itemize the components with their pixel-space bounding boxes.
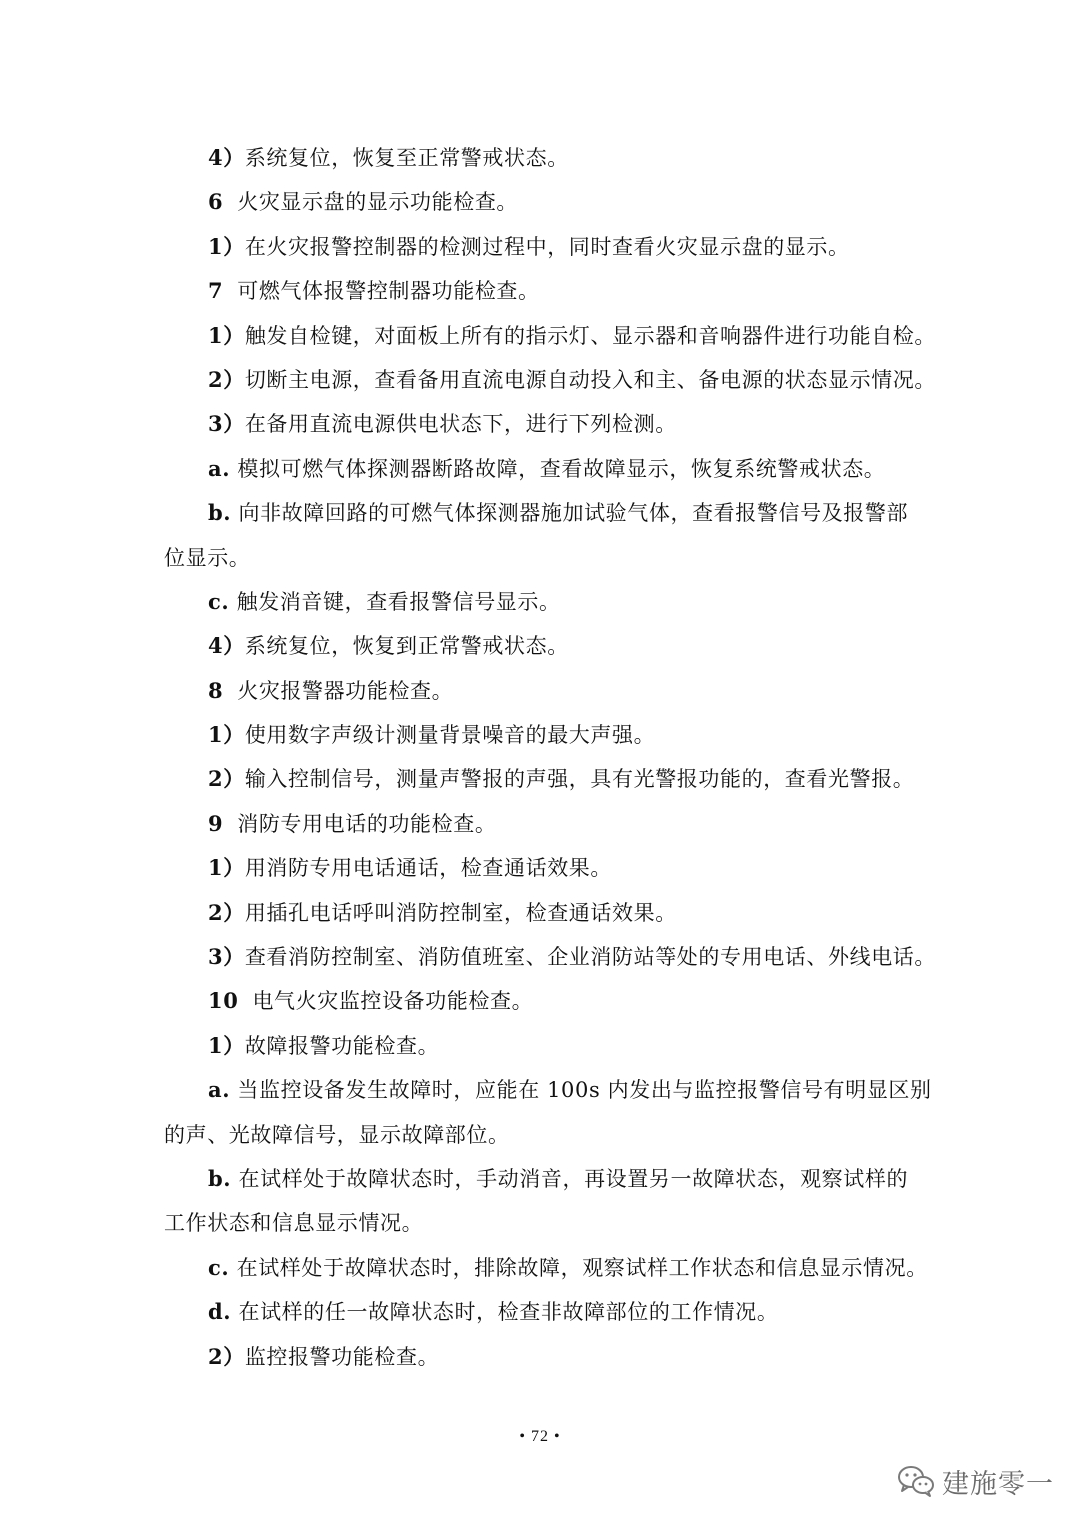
paragraph-line xyxy=(164,1157,920,1201)
item-text: 在试样的任一故障状态时，检查非故障部位的工作情况。 xyxy=(238,1300,779,1325)
item-text: 系统复位，恢复到正常警戒状态。 xyxy=(244,634,569,659)
paragraph-line xyxy=(164,580,920,624)
item-text: 当监控设备发生故障时，应能在 100s 内发出与监控报警信号有明显区别 xyxy=(237,1078,932,1103)
item-marker: 1） xyxy=(208,233,245,259)
paragraph-line xyxy=(164,846,920,890)
item-marker: 9 xyxy=(208,810,224,836)
paragraph-line xyxy=(164,225,920,269)
item-text: 使用数字声级计测量背景噪音的最大声强。 xyxy=(244,723,656,748)
item-marker: 4） xyxy=(208,145,245,170)
item-text: 系统复位，恢复至正常警戒状态。 xyxy=(244,146,569,170)
page-number: • 72 • xyxy=(519,1428,561,1445)
page-body xyxy=(164,136,937,1379)
paragraph-continuation: 的声、光故障信号，显示故障部位。 xyxy=(164,1122,510,1147)
item-text: 可燃气体报警控制器功能检查。 xyxy=(237,279,540,304)
item-text: 触发消音键，查看报警信号显示。 xyxy=(236,589,561,614)
paragraph-line xyxy=(164,1068,932,1112)
paragraph-line xyxy=(164,713,920,757)
paragraph-continuation: 工作状态和信息显示情况。 xyxy=(164,1211,424,1236)
paragraph-line xyxy=(164,979,920,1023)
item-marker: 1） xyxy=(208,722,245,748)
paragraph-line xyxy=(164,402,920,446)
item-text: 监控报警功能检查。 xyxy=(244,1344,440,1369)
item-marker: 6 xyxy=(208,189,224,215)
item-text: 查看消防控制室、消防值班室、企业消防站等处的专用电话、外线电话。 xyxy=(244,945,937,970)
item-text: 消防专用电话的功能检查。 xyxy=(237,811,497,836)
item-marker: 2） xyxy=(208,899,245,925)
paragraph-line xyxy=(164,891,920,935)
item-marker: c. xyxy=(208,588,230,614)
paragraph-continuation: 位显示。 xyxy=(164,545,251,570)
item-text: 用插孔电话呼叫消防控制室，检查通话效果。 xyxy=(244,900,677,925)
paragraph-line xyxy=(164,180,920,224)
watermark-text: 建施零一 xyxy=(942,1468,1054,1500)
item-text: 在备用直流电源供电状态下，进行下列检测。 xyxy=(244,412,677,437)
paragraph-line xyxy=(164,1246,928,1290)
paragraph-line xyxy=(164,1335,920,1379)
item-text: 在试样处于故障状态时，手动消音，再设置另一故障状态，观察试样的 xyxy=(238,1166,909,1191)
item-text: 模拟可燃气体探测器断路故障，查看故障显示，恢复系统警戒状态。 xyxy=(237,456,886,481)
paragraph-line xyxy=(164,491,920,535)
paragraph-line xyxy=(164,669,920,713)
item-marker: 8 xyxy=(208,677,224,703)
paragraph-line xyxy=(164,624,920,668)
item-text: 触发自检键，对面板上所有的指示灯、显示器和音响器件进行功能自检。 xyxy=(244,323,937,348)
paragraph-line xyxy=(164,1024,920,1068)
item-text: 用消防专用电话通话，检查通话效果。 xyxy=(244,856,613,881)
item-marker: b. xyxy=(208,1165,232,1191)
item-text: 切断主电源，查看备用直流电源自动投入和主、备电源的状态显示情况。 xyxy=(244,367,937,392)
item-marker: 2） xyxy=(208,366,245,392)
item-text: 输入控制信号，测量声警报的声强，具有光警报功能的，查看光警报。 xyxy=(244,767,915,792)
item-marker: 3） xyxy=(208,944,245,970)
item-text: 火灾显示盘的显示功能检查。 xyxy=(237,190,519,215)
paragraph-line xyxy=(164,757,920,801)
paragraph-line xyxy=(164,314,937,358)
item-marker: 1） xyxy=(208,855,245,881)
item-marker: 4） xyxy=(208,633,245,659)
paragraph-line xyxy=(164,1290,920,1334)
item-marker: 1） xyxy=(208,322,245,348)
item-marker: c. xyxy=(208,1254,230,1280)
paragraph-line xyxy=(164,447,920,491)
item-marker: a. xyxy=(208,1077,231,1103)
paragraph-line xyxy=(164,935,937,979)
paragraph-line xyxy=(164,136,920,180)
item-marker: 2） xyxy=(208,766,245,792)
item-text: 在试样处于故障状态时，排除故障，观察试样工作状态和信息显示情况。 xyxy=(236,1255,928,1280)
paragraph-line xyxy=(164,802,920,846)
item-marker: b. xyxy=(208,500,232,526)
item-marker: 7 xyxy=(208,278,224,304)
item-marker: 2） xyxy=(208,1343,245,1369)
item-marker: 10 xyxy=(208,988,239,1014)
item-text: 火灾报警器功能检查。 xyxy=(237,678,454,703)
item-marker: d. xyxy=(208,1299,232,1325)
item-marker: 1） xyxy=(208,1032,245,1058)
paragraph-line xyxy=(164,269,920,313)
item-text: 在火灾报警控制器的检测过程中，同时查看火灾显示盘的显示。 xyxy=(244,234,850,259)
item-marker: 3） xyxy=(208,411,245,437)
item-text: 故障报警功能检查。 xyxy=(244,1033,440,1058)
item-marker: a. xyxy=(208,455,231,481)
item-text: 电气火灾监控设备功能检查。 xyxy=(252,989,534,1014)
paragraph-line xyxy=(164,358,937,402)
wechat-icon xyxy=(896,1464,936,1498)
watermark xyxy=(896,1455,1054,1507)
item-text: 向非故障回路的可燃气体探测器施加试验气体，查看报警信号及报警部 xyxy=(238,501,909,526)
